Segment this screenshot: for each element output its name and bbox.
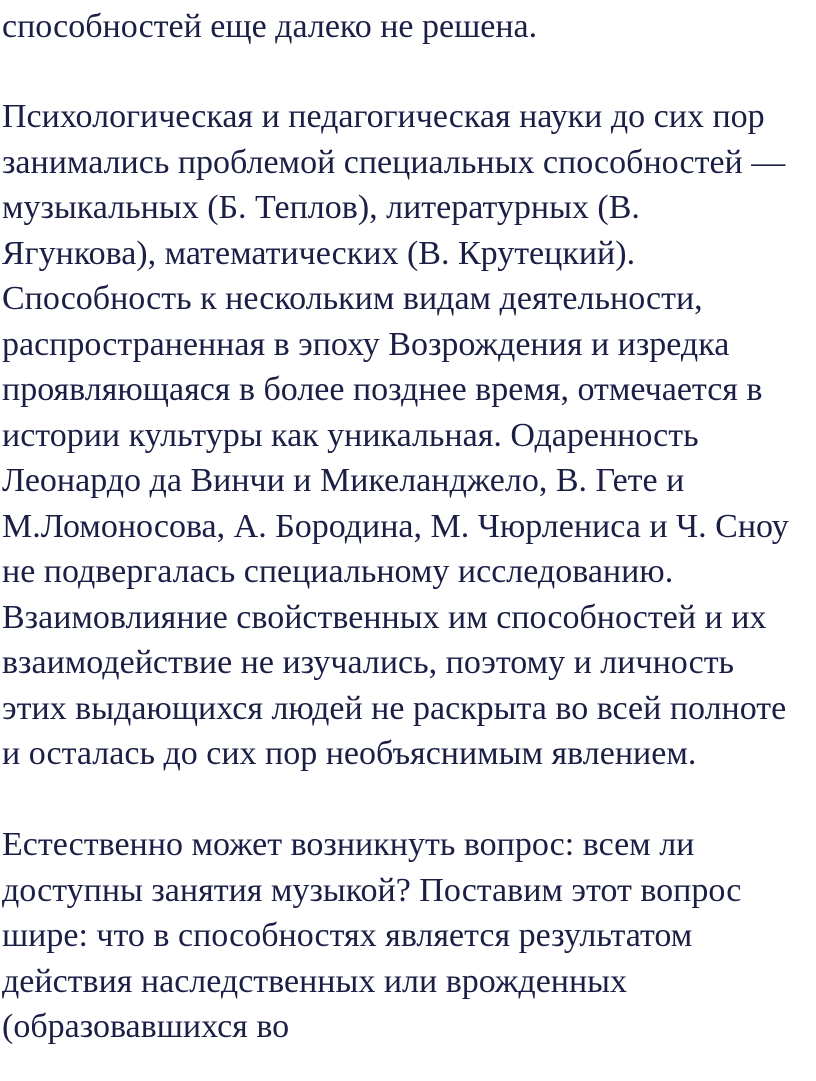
text-line: (образовавшихся во (2, 1008, 290, 1045)
text-line: занимались проблемой специальных способностей — (2, 144, 786, 181)
text-line: распространенная в эпоху Возрождения и изредка (2, 326, 730, 363)
text-line: способностей еще далеко не решена. (2, 8, 538, 45)
text-line: Естественно может возникнуть вопрос: всем ли (2, 826, 695, 863)
text-line: Ягункова), математических (В. Крутецкий). (2, 235, 636, 272)
text-line: истории культуры как уникальная. Одаренность (2, 417, 699, 454)
text-line: музыкальных (Б. Теплов), литературных (В. (2, 189, 640, 226)
text-line: М.Ломоносова, А. Бородина, М. Чюрлениса и Ч. Сноу (2, 508, 789, 545)
text-line: Психологическая и педагогическая науки до сих пор (2, 98, 765, 135)
text-line: этих выдающихся людей не раскрыта во всей полноте (2, 690, 787, 727)
text-line: и осталась до сих пор необъяснимым явлением. (2, 735, 697, 772)
text-line: действия наследственных или врожденных (2, 963, 628, 1000)
text-line: Способность к нескольким видам деятельности, (2, 280, 703, 317)
text-line: взаимодействие не изучались, поэтому и личность (2, 644, 735, 681)
text-line: шире: что в способностях является результатом (2, 917, 693, 954)
text-line: доступны занятия музыкой? Поставим этот вопрос (2, 872, 742, 909)
text-line: Леонардо да Винчи и Микеланджело, В. Гете и (2, 462, 685, 499)
text-line: Взаимовлияние свойственных им способностей и их (2, 599, 767, 636)
text-line: не подвергалась специальному исследованию. (2, 553, 674, 590)
text-line: проявляющаяся в более позднее время, отмечается в (2, 371, 763, 408)
